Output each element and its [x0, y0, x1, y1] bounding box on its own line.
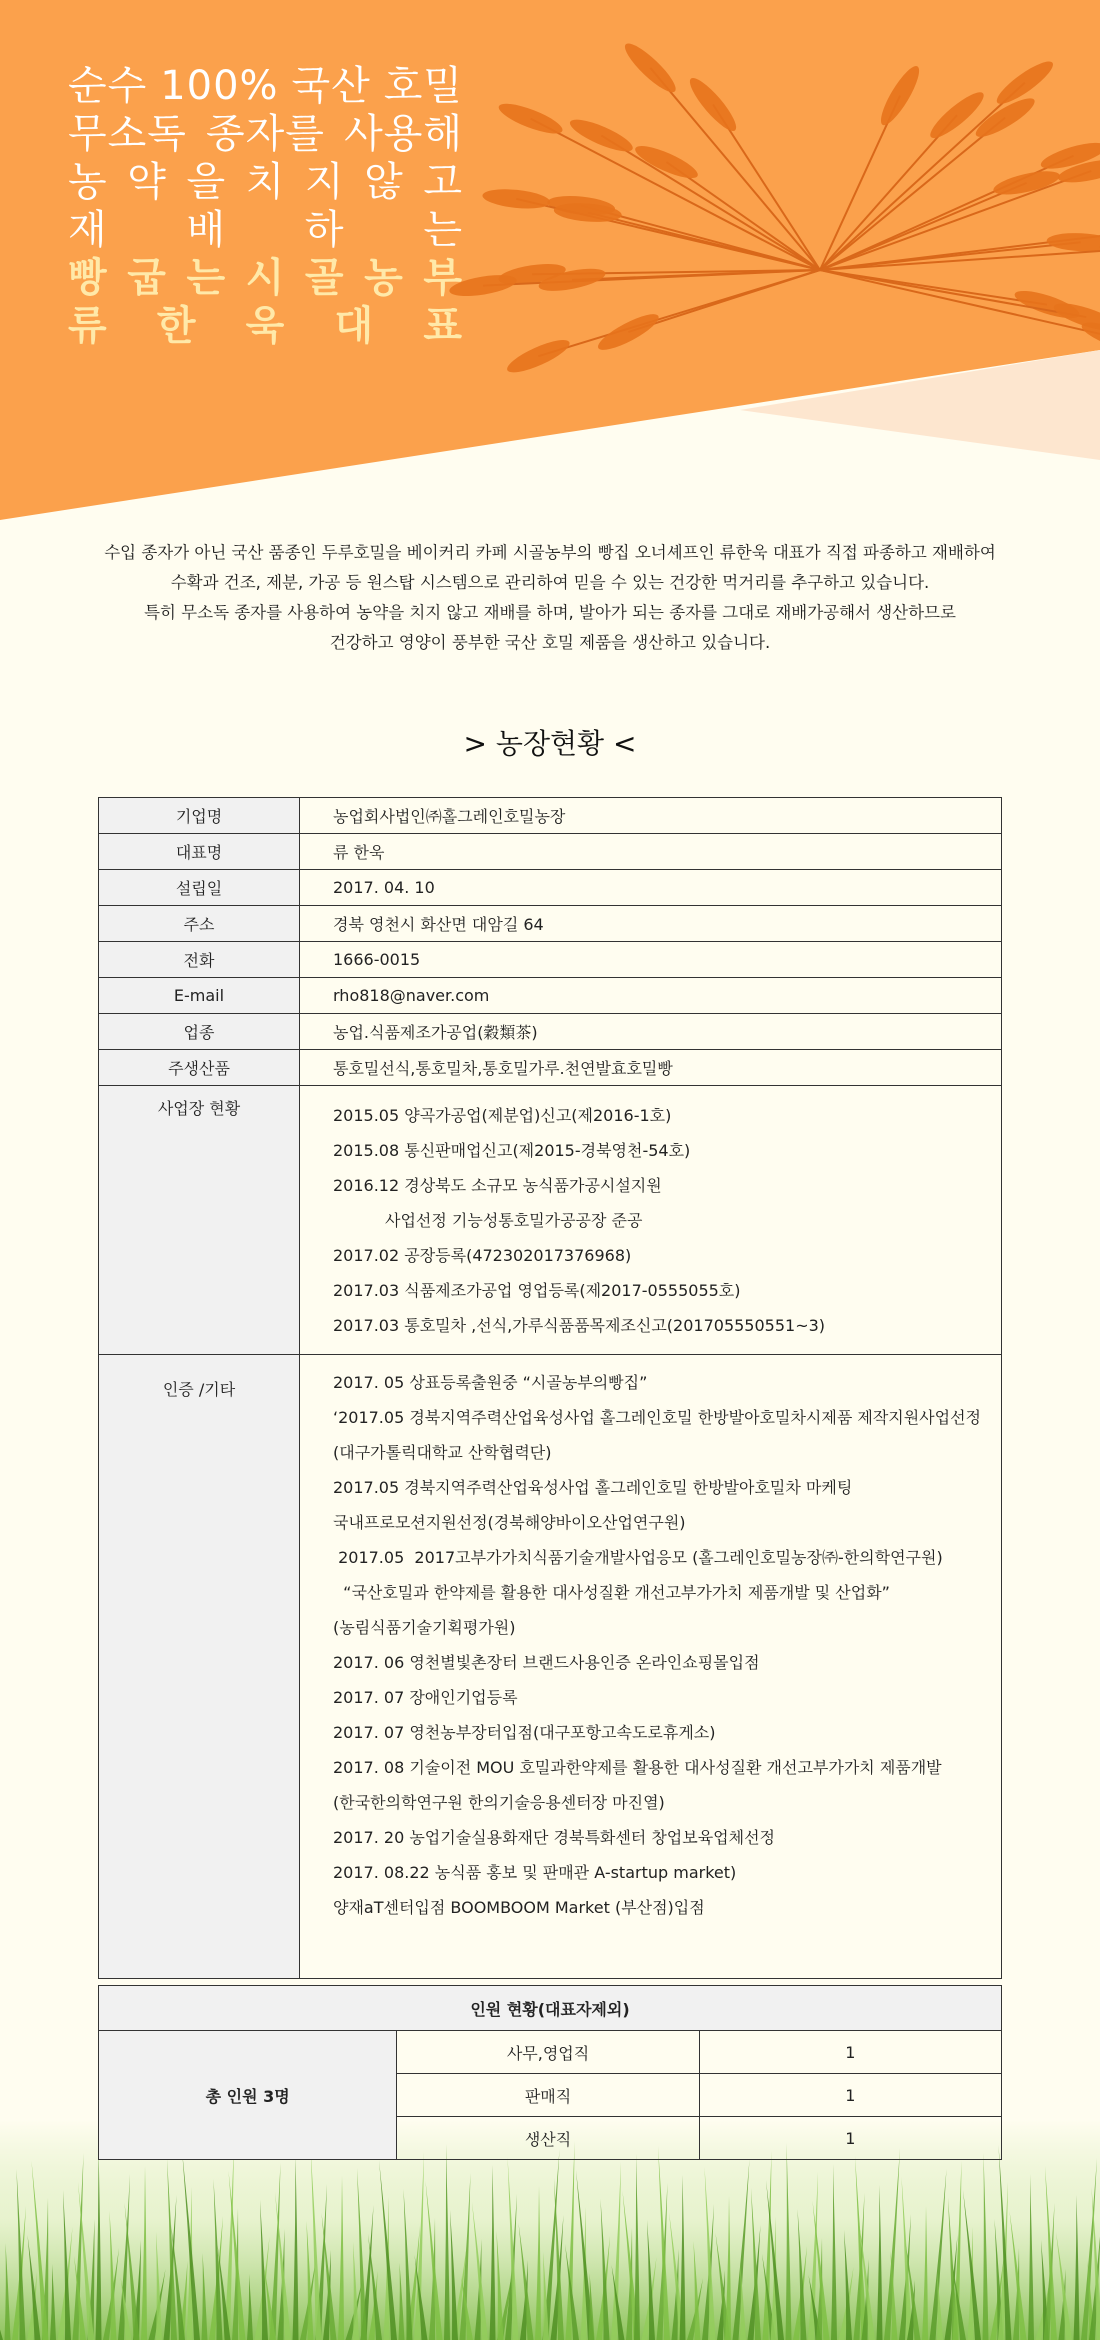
table-row — [99, 906, 1002, 942]
hero-word: 을 — [186, 159, 227, 205]
hero-word: 굽 — [127, 255, 167, 301]
intro-line: 수확과 건조, 제분, 가공 등 원스탑 시스템으로 관리하여 믿을 수 있는 건강한 먹거리를 추구하고 있습니다. — [170, 573, 930, 592]
hero-word: 골 — [304, 255, 345, 301]
intro-line: 건강하고 영양이 풍부한 국산 호밀 제품을 생산하고 있습니다. — [329, 633, 771, 652]
intro-line: 수입 종자가 아닌 국산 품종인 두루호밀을 베이커리 카페 시골농부의 빵집 오너셰프인 류한욱 대표가 직접 파종하고 재배하여 — [104, 543, 996, 562]
cert-item: “국산호밀과 한약제를 활용한 대사성질환 개선고부가가치 제품개발 및 산업화” — [333, 1583, 890, 1602]
staff-role: 사무,영업직 — [397, 2031, 699, 2074]
row-value: rho818@naver.com — [300, 978, 1002, 1014]
staff-count: 1 — [699, 2031, 1001, 2074]
hero-word: 한 — [156, 303, 197, 349]
hero-word: 는 — [423, 207, 463, 253]
hero-headline-line — [68, 302, 463, 350]
hero-word: 농 — [68, 159, 108, 205]
hero-headline-line — [68, 254, 463, 302]
hero-word: 호밀 — [383, 63, 463, 109]
staff-total: 총 인원 3명 — [99, 2031, 397, 2160]
hero-word: 류 — [68, 303, 108, 349]
table-row — [99, 942, 1002, 978]
hero-headline — [68, 62, 463, 350]
row-label: 전화 — [99, 942, 300, 978]
staff-table-title: 인원 현황(대표자제외) — [99, 1986, 1002, 2031]
cert-item: 2017. 06 영천별빛촌장터 브랜드사용인증 온라인쇼핑몰입점 — [333, 1653, 760, 1672]
hero-word: 고 — [423, 159, 463, 205]
row-value: 경북 영천시 화산면 대암길 64 — [300, 906, 1002, 942]
hero-word: 배 — [186, 207, 227, 253]
hero-word: 부 — [423, 255, 463, 301]
hero-word: 농 — [364, 255, 404, 301]
table-row — [99, 798, 1002, 834]
row-value: 1666-0015 — [300, 942, 1002, 978]
hero-word: 치 — [245, 159, 286, 205]
table-row-cert — [99, 1355, 1002, 1979]
table-row — [99, 978, 1002, 1014]
row-label: 기업명 — [99, 798, 300, 834]
cert-item: (대구가톨릭대학교 산학협력단) — [333, 1443, 552, 1462]
intro-paragraph — [0, 538, 1100, 658]
hero-word: 100% — [160, 63, 279, 109]
hero-headline-line — [68, 110, 463, 158]
row-label: 대표명 — [99, 834, 300, 870]
cert-item: 2017. 07 영천농부장터입점(대구포항고속도로휴게소) — [333, 1723, 716, 1742]
row-label: 설립일 — [99, 870, 300, 906]
hero-word: 시 — [245, 255, 286, 301]
staff-table — [98, 1985, 1002, 2160]
business-item: 2016.12 경상북도 소규모 농식품가공시설지원 — [333, 1175, 662, 1195]
hero-word: 순수 — [68, 63, 148, 109]
hero-word: 빵 — [68, 255, 108, 301]
row-value: 2017. 04. 10 — [300, 870, 1002, 906]
row-value: 류 한욱 — [300, 834, 1002, 870]
row-label: 주소 — [99, 906, 300, 942]
staff-count: 1 — [699, 2117, 1001, 2160]
hero-word: 욱 — [245, 303, 286, 349]
intro-line: 특히 무소독 종자를 사용하여 농약을 치지 않고 재배를 하며, 발아가 되는 종자를 그대로 재배가공해서 생산하므로 — [144, 603, 956, 622]
table-row-business — [99, 1086, 1002, 1355]
cert-item: 국내프로모션지원선정(경북해양바이오산업연구원) — [333, 1513, 686, 1532]
hero-word: 사용해 — [344, 111, 463, 157]
hero-headline-line — [68, 158, 463, 206]
hero-word: 않 — [364, 159, 404, 205]
cert-item: 2017. 07 장애인기업등록 — [333, 1688, 518, 1707]
business-item: 2015.05 양곡가공업(제분업)신고(제2016-1호) — [333, 1105, 672, 1125]
table-row — [99, 1050, 1002, 1086]
business-item: 2015.08 통신판매업신고(제2015-경북영천-54호) — [333, 1140, 691, 1160]
cert-item: 양재aT센터입점 BOOMBOOM Market (부산점)입점 — [333, 1898, 705, 1917]
business-item: 2017.03 통호밀차 ,선식,가루식품품목제조신고(201705550551~3) — [333, 1315, 826, 1335]
staff-role: 판매직 — [397, 2074, 699, 2117]
business-item: 사업선정 기능성통호밀가공공장 준공 — [385, 1210, 643, 1230]
cert-list — [300, 1355, 1002, 1979]
hero-word: 무소독 — [68, 111, 187, 157]
hero-word: 지 — [304, 159, 345, 205]
table-row — [99, 870, 1002, 906]
cert-item: (한국한의학연구원 한의기술응용센터장 마진열) — [333, 1793, 665, 1812]
cert-item: 2017.05 경북지역주력산업육성사업 홀그레인호밀 한방발아호밀차 마케팅 — [333, 1478, 853, 1497]
hero-word: 는 — [186, 255, 227, 301]
row-value: 농업회사법인㈜홀그레인호밀농장 — [300, 798, 1002, 834]
hero-word: 약 — [127, 159, 167, 205]
staff-count: 1 — [699, 2074, 1001, 2117]
cert-item: ‘2017.05 경북지역주력산업육성사업 홀그레인호밀 한방발아호밀차시제품 제작지원사업선정 — [333, 1408, 982, 1427]
cert-item: (농림식품기술기획평가원) — [333, 1618, 516, 1637]
row-value: 농업.식품제조가공업(穀類茶) — [300, 1014, 1002, 1050]
hero-word: 종자를 — [206, 111, 325, 157]
business-item: 2017.03 식품제조가공업 영업등록(제2017-0555055호) — [333, 1280, 741, 1300]
cert-item: 2017. 20 농업기술실용화재단 경북특화센터 창업보육업체선정 — [333, 1828, 775, 1847]
hero-headline-line — [68, 206, 463, 254]
cert-item: 2017. 08 기술이전 MOU 호밀과한약제를 활용한 대사성질환 개선고부가가치 제품개발 — [333, 1758, 942, 1777]
row-label: 업종 — [99, 1014, 300, 1050]
table-row — [99, 834, 1002, 870]
section-title: > 농장현황 < — [463, 727, 637, 760]
hero-word: 대 — [334, 303, 375, 349]
hero-word: 표 — [423, 303, 463, 349]
hero-word: 하 — [304, 207, 345, 253]
row-value: 통호밀선식,통호밀차,통호밀가루.천연발효호밀빵 — [300, 1050, 1002, 1086]
table-row — [99, 1014, 1002, 1050]
hero-word: 재 — [68, 207, 108, 253]
hero-word: 국산 — [291, 63, 371, 109]
cert-item: 2017.05 2017고부가가치식품기술개발사업응모 (홀그레인호밀농장㈜-한의학연구원) — [333, 1548, 943, 1567]
row-label: E-mail — [99, 978, 300, 1014]
row-label: 인증 /기타 — [99, 1355, 300, 1979]
row-label: 주생산품 — [99, 1050, 300, 1086]
cert-item: 2017. 05 상표등록출원중 “시골농부의빵집” — [333, 1373, 648, 1392]
cert-item: 2017. 08.22 농식품 홍보 및 판매관 A-startup market) — [333, 1863, 737, 1882]
business-item: 2017.02 공장등록(472302017376968) — [333, 1245, 632, 1265]
staff-role: 생산직 — [397, 2117, 699, 2160]
hero-banner — [0, 0, 1100, 520]
row-label: 사업장 현황 — [99, 1086, 300, 1355]
hero-headline-line — [68, 62, 463, 110]
farm-status-table — [98, 797, 1002, 1979]
business-list — [300, 1086, 1002, 1355]
